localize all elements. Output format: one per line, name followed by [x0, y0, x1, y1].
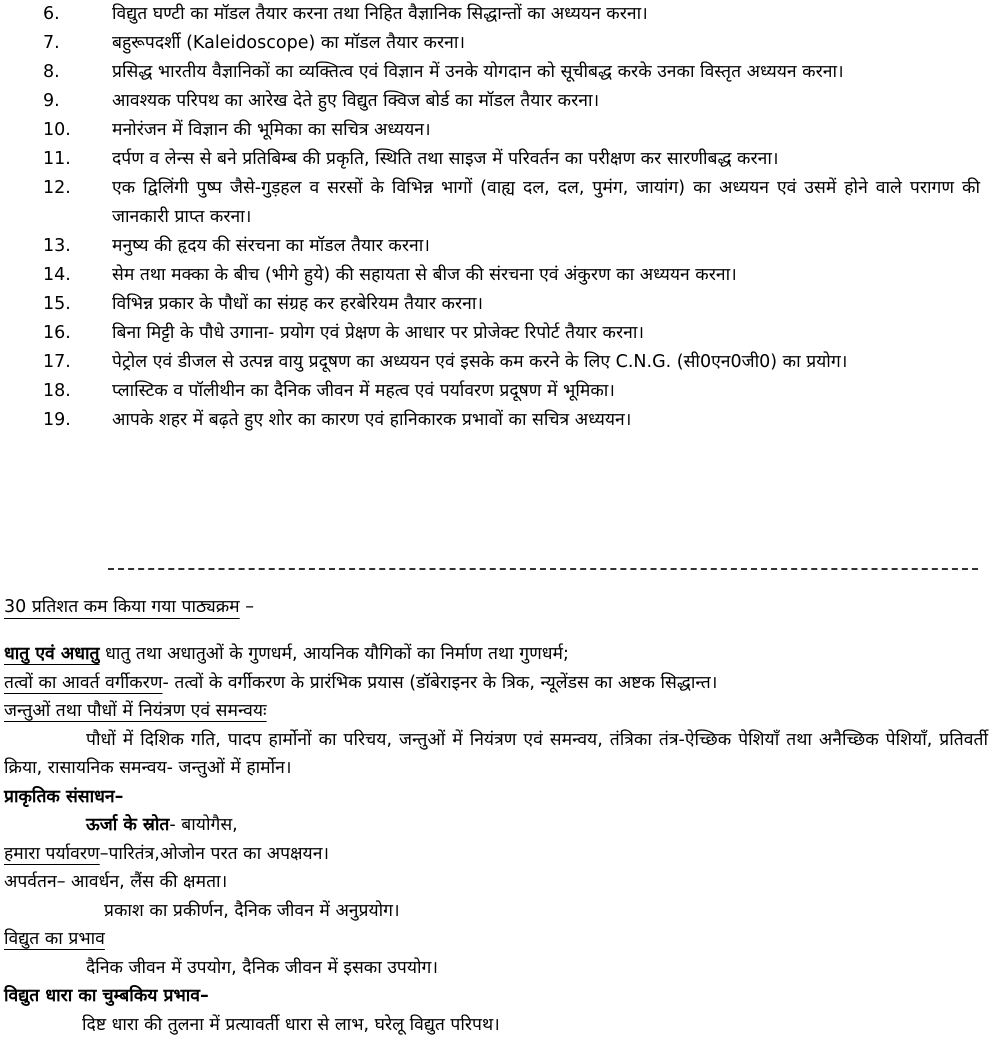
list-item	[0, 261, 992, 290]
reduced-syllabus	[4, 640, 988, 1039]
section-title-text: 30 प्रतिशत कम किया गया पाठ्यक्रम	[4, 597, 240, 617]
item-number: 10.	[43, 120, 71, 140]
list-item	[0, 290, 992, 319]
list-item	[0, 87, 992, 116]
list-item	[0, 174, 992, 232]
item-number: 18.	[43, 381, 71, 401]
topic-heading: प्राकृतिक संसाधन–	[4, 786, 124, 807]
item-text: मनोरंजन में विज्ञान की भूमिका का सचित्र अध्ययन।	[112, 120, 431, 140]
topic-magnetic	[4, 982, 988, 1011]
topic-energy	[4, 811, 988, 840]
item-text: सेम तथा मक्का के बीच (भीगे हुये) की सहायता से बीज की संरचना एवं अंकुरण का अध्ययन करना।	[112, 265, 737, 285]
item-text: प्लास्टिक व पॉलीथीन का दैनिक जीवन में महत्व एवं पर्यावरण प्रदूषण में भूमिका।	[112, 381, 615, 401]
item-text: विभिन्न प्रकार के पौधों का संग्रह कर हरबेरियम तैयार करना।	[112, 294, 484, 314]
topic-heading: विद्युत धारा का चुम्बकिय प्रभाव–	[4, 986, 209, 1006]
topic-heading: ऊर्जा के स्रोत	[86, 815, 170, 835]
topic-text: - बायोगैस,	[169, 815, 238, 835]
list-item	[0, 377, 992, 406]
item-number: 11.	[43, 149, 71, 169]
topic-electric	[4, 925, 988, 954]
list-item	[0, 232, 992, 261]
item-text: प्रसिद्ध भारतीय वैज्ञानिकों का व्यक्तित्व एवं विज्ञान में उनके योगदान को सूचीबद्ध करके उनका विस्तृत अध्ययन करना।	[112, 62, 844, 82]
section-title-dash: –	[239, 597, 254, 617]
list-item	[0, 29, 992, 58]
section-title	[4, 592, 254, 622]
item-text: दर्पण व लेन्स से बने प्रतिबिम्ब की प्रकृति, स्थिति तथा साइज में परिवर्तन का परीक्षण कर सारणीबद्ध करना।	[112, 149, 779, 169]
list-item	[0, 348, 992, 377]
list-item	[0, 58, 992, 87]
topic-text: धातु तथा अधातुओं के गुणधर्म, आयनिक यौगिकों का निर्माण तथा गुणधर्म;	[99, 644, 569, 664]
topic-heading: तत्वों का आवर्त वर्गीकरण	[4, 672, 163, 693]
item-text: मनुष्य की हृदय की संरचना का मॉडल तैयार करना।	[112, 236, 430, 256]
item-number: 15.	[43, 294, 71, 314]
topic-control-text: पौधों में दिशिक गति, पादप हार्मोनों का परिचय, जन्तुओं में नियंत्रण एवं समन्वय, तंत्रिका तंत्र-ऐच्छिक पेशियाँ तथा अनैच्छिक पेशियाँ, प्रतिवर्ती क्रिया, रासायनिक समन्वय- जन्तुओं में हार्मोन।	[4, 729, 988, 778]
item-number: 7.	[43, 33, 60, 53]
item-number: 9.	[43, 91, 60, 111]
item-number: 17.	[43, 352, 71, 372]
item-number: 19.	[43, 410, 71, 430]
item-text: बिना मिट्टी के पौधे उगाना- प्रयोग एवं प्रेक्षण के आधार पर प्रोजेक्ट रिपोर्ट तैयार करना।	[112, 323, 644, 343]
item-text: बहुरूपदर्शी (Kaleidoscope) का मॉडल तैयार करना।	[112, 33, 466, 53]
topic-text: आवर्धन, लैंस की क्षमता।	[65, 872, 228, 892]
topic-environment	[4, 840, 988, 869]
topic-scattering: प्रकाश का प्रकीर्णन, दैनिक जीवन में अनुप्रयोग।	[104, 900, 400, 921]
topic-heading: हमारा पर्यावरण	[4, 843, 100, 864]
item-number: 13.	[43, 236, 71, 256]
item-text: पेट्रोल एवं डीजल से उत्पन्न वायु प्रदूषण का अध्ययन एवं इसके कम करने के लिए C.N.G. (सी0एन0जी0) का प्रयोग।	[112, 352, 848, 372]
topic-heading: धातु एवं अधातु	[4, 644, 100, 664]
item-number: 14.	[43, 265, 71, 285]
item-text: आपके शहर में बढ़ते हुए शोर का कारण एवं हानिकारक प्रभावों का सचित्र अध्ययन।	[112, 410, 632, 430]
list-item	[0, 116, 992, 145]
topic-magnetic-text: दिष्ट धारा की तुलना में प्रत्यावर्ती धारा से लाभ, घरेलू विद्युत परिपथ।	[82, 1014, 500, 1035]
topic-control	[4, 697, 988, 726]
item-number: 8.	[43, 62, 60, 82]
item-number: 12.	[43, 178, 71, 198]
list-item	[0, 406, 992, 435]
item-text: आवश्यक परिपथ का आरेख देते हुए विद्युत क्विज बोर्ड का मॉडल तैयार करना।	[112, 91, 600, 111]
item-text: एक द्विलिंगी पुष्प जैसे-गुड़हल व सरसों के विभिन्न भागों (वाह्य दल, दल, पुमंग, जायांग) का अध्ययन एवं उसमें होने वाले परागण की जानकारी प्राप्त करना।	[112, 178, 980, 227]
topic-heading: विद्युत का प्रभाव	[4, 929, 105, 949]
topic-electric-text: दैनिक जीवन में उपयोग, दैनिक जीवन में इसका उपयोग।	[86, 957, 439, 978]
topic-text: - तत्वों के वर्गीकरण के प्रारंभिक प्रयास (डॉबेराइनर के त्रिक, न्यूलेंडस का अष्टक सिद्धान्त।	[162, 672, 718, 693]
topic-heading: जन्तुओं तथा पौधों में नियंत्रण एवं समन्वयः	[4, 701, 267, 721]
list-item	[0, 145, 992, 174]
project-list	[0, 0, 992, 435]
topic-heading: अपर्वतन–	[4, 872, 66, 892]
topic-refraction	[4, 868, 988, 897]
list-item	[0, 319, 992, 348]
item-text: विद्युत घण्टी का मॉडल तैयार करना तथा निहित वैज्ञानिक सिद्धान्तों का अध्ययन करना।	[112, 4, 648, 24]
item-number: 16.	[43, 323, 71, 343]
dashed-divider	[108, 568, 978, 570]
topic-resources	[4, 783, 988, 812]
topic-metals	[4, 640, 988, 669]
topic-text: –पारितंत्र,ओजोन परत का अपक्षयन।	[99, 843, 330, 864]
item-number: 6.	[43, 4, 60, 24]
list-item	[0, 0, 992, 29]
topic-periodic	[4, 669, 988, 698]
